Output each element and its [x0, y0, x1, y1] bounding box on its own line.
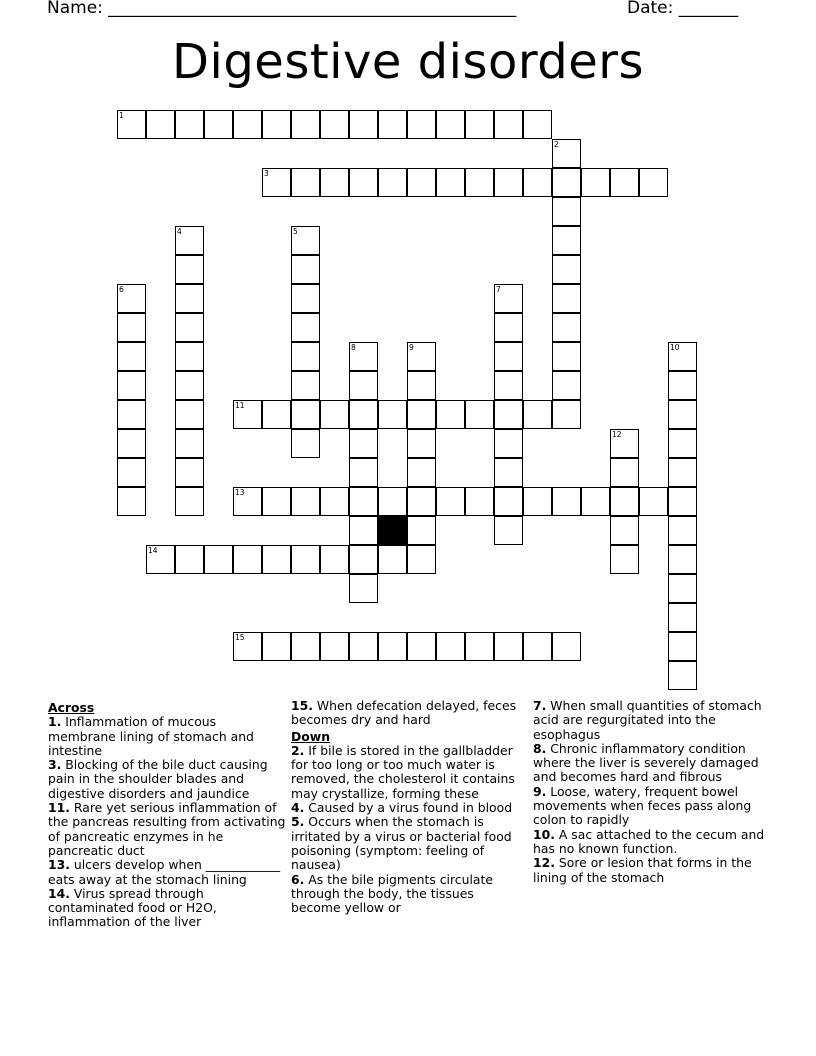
grid-cell[interactable]: [407, 429, 436, 458]
clues-column-1: [48, 699, 286, 930]
grid-cell[interactable]: [233, 545, 262, 574]
grid-cell[interactable]: [668, 458, 697, 487]
grid-cell[interactable]: [639, 168, 668, 197]
grid-cell[interactable]: [262, 400, 291, 429]
grid-cell[interactable]: [349, 168, 378, 197]
clue-text: As the bile pigments circulate through the body, the tissues become yellow or: [291, 871, 493, 916]
grid-cell[interactable]: [262, 632, 291, 661]
grid-cell[interactable]: [610, 168, 639, 197]
clue-number: 1.: [48, 714, 62, 730]
grid-cell[interactable]: [117, 342, 146, 371]
grid-cell[interactable]: [233, 487, 262, 516]
grid-cell[interactable]: [117, 110, 146, 139]
grid-cell[interactable]: [291, 168, 320, 197]
clue-item: [533, 742, 771, 785]
clue-item: [533, 856, 771, 885]
grid-cell[interactable]: [320, 400, 349, 429]
grid-cell[interactable]: [610, 545, 639, 574]
grid-cell[interactable]: [407, 458, 436, 487]
grid-cell[interactable]: [320, 545, 349, 574]
page-title: Digestive disorders: [172, 34, 644, 90]
grid-cell[interactable]: [552, 371, 581, 400]
clues-column-2: [291, 699, 527, 915]
clue-text: A sac attached to the cecum and has no known function.: [533, 826, 765, 856]
down-heading: Down: [291, 728, 331, 744]
black-cell: [378, 516, 407, 545]
grid-cell[interactable]: [552, 487, 581, 516]
clue-number: 15.: [291, 698, 313, 713]
grid-cell[interactable]: [204, 110, 233, 139]
grid-cell[interactable]: [494, 487, 523, 516]
grid-cell[interactable]: [175, 458, 204, 487]
clue-number: 5.: [291, 814, 305, 830]
clue-number: 2.: [291, 742, 305, 758]
cell-number: 9: [409, 343, 414, 352]
grid-cell[interactable]: [320, 632, 349, 661]
grid-cell[interactable]: [117, 371, 146, 400]
grid-cell[interactable]: [668, 400, 697, 429]
grid-cell[interactable]: [117, 313, 146, 342]
grid-cell[interactable]: [552, 284, 581, 313]
clue-number: 13.: [48, 857, 70, 873]
grid-cell[interactable]: [175, 226, 204, 255]
grid-cell[interactable]: [494, 429, 523, 458]
grid-cell[interactable]: [117, 284, 146, 313]
clue-text: Inflammation of mucous membrane lining of stomach and intestine: [48, 714, 254, 758]
grid-cell[interactable]: [349, 342, 378, 371]
clue-number: 6.: [291, 871, 305, 887]
grid-cell[interactable]: [320, 487, 349, 516]
grid-cell[interactable]: [262, 110, 291, 139]
clue-text: Occurs when the stomach is irritated by a virus or bacterial food poisoning (symptom: feeling of nausea): [291, 814, 512, 873]
grid-cell[interactable]: [378, 168, 407, 197]
grid-cell[interactable]: [523, 110, 552, 139]
grid-cell[interactable]: [523, 400, 552, 429]
grid-cell[interactable]: [610, 429, 639, 458]
grid-cell[interactable]: [291, 487, 320, 516]
clue-number: 4.: [291, 800, 305, 816]
grid-cell[interactable]: [465, 487, 494, 516]
cell-number: 15: [235, 633, 245, 642]
grid-cell[interactable]: [349, 632, 378, 661]
grid-cell[interactable]: [378, 110, 407, 139]
clue-number: 3.: [48, 757, 62, 773]
clue-text: ulcers develop when ____________ eats away at the stomach lining: [48, 857, 281, 887]
grid-cell[interactable]: [552, 313, 581, 342]
grid-cell[interactable]: [117, 487, 146, 516]
grid-cell[interactable]: [291, 284, 320, 313]
grid-cell[interactable]: [552, 197, 581, 226]
grid-cell[interactable]: [175, 371, 204, 400]
grid-cell[interactable]: [291, 110, 320, 139]
grid-cell[interactable]: [349, 429, 378, 458]
grid-cell[interactable]: [494, 110, 523, 139]
grid-cell[interactable]: [175, 400, 204, 429]
clue-item: [533, 828, 771, 857]
grid-cell[interactable]: [552, 226, 581, 255]
clue-item: [48, 887, 286, 930]
grid-cell[interactable]: [291, 400, 320, 429]
clue-number: 7.: [533, 698, 547, 713]
clue-text: When defecation delayed, feces becomes dry and hard: [291, 698, 517, 728]
cell-number: 4: [177, 227, 182, 236]
grid-cell[interactable]: [349, 487, 378, 516]
grid-cell[interactable]: [291, 429, 320, 458]
grid-cell[interactable]: [610, 458, 639, 487]
clue-item: [48, 801, 286, 858]
down-clue-list: [291, 744, 527, 916]
clue-text: Sore or lesion that forms in the lining of the stomach: [533, 855, 752, 885]
grid-cell[interactable]: [349, 574, 378, 603]
cell-number: 6: [119, 285, 124, 294]
across-clue-list-continued: [291, 699, 527, 728]
grid-cell[interactable]: [552, 255, 581, 284]
grid-cell[interactable]: [465, 400, 494, 429]
grid-cell[interactable]: [175, 284, 204, 313]
grid-cell[interactable]: [407, 371, 436, 400]
grid-cell[interactable]: [523, 168, 552, 197]
clue-text: Rare yet serious inflammation of the pancreas resulting from activating of pancreatic enzymes in he pancreatic duct: [48, 800, 286, 858]
grid-cell[interactable]: [523, 632, 552, 661]
grid-cell[interactable]: [291, 313, 320, 342]
grid-cell[interactable]: [320, 168, 349, 197]
grid-cell[interactable]: [117, 429, 146, 458]
grid-cell[interactable]: [581, 168, 610, 197]
grid-cell[interactable]: [117, 400, 146, 429]
grid-cell[interactable]: [436, 632, 465, 661]
grid-cell[interactable]: [175, 545, 204, 574]
grid-cell[interactable]: [494, 458, 523, 487]
grid-cell[interactable]: [436, 400, 465, 429]
cell-number: 5: [293, 227, 298, 236]
grid-cell[interactable]: [407, 516, 436, 545]
grid-cell[interactable]: [233, 110, 262, 139]
clues-column-3: [533, 699, 771, 885]
grid-cell[interactable]: [552, 400, 581, 429]
grid-cell[interactable]: [494, 284, 523, 313]
grid-cell[interactable]: [204, 545, 233, 574]
name-line: Name: ________________________________________________: [47, 0, 517, 18]
cell-number: 7: [496, 285, 501, 294]
grid-cell[interactable]: [349, 400, 378, 429]
grid-cell[interactable]: [668, 574, 697, 603]
grid-cell[interactable]: [291, 371, 320, 400]
grid-cell[interactable]: [494, 342, 523, 371]
clue-text: Blocking of the bile duct causing pain in the shoulder blades and digestive disorders and jaundice: [48, 757, 268, 801]
grid-cell[interactable]: [668, 429, 697, 458]
grid-cell[interactable]: [175, 342, 204, 371]
grid-cell[interactable]: [668, 487, 697, 516]
grid-cell[interactable]: [523, 487, 552, 516]
grid-cell[interactable]: [291, 632, 320, 661]
grid-cell[interactable]: [262, 545, 291, 574]
clue-text: Chronic inflammatory condition where the liver is severely damaged and becomes hard and fibrous: [533, 740, 759, 785]
grid-cell[interactable]: [639, 487, 668, 516]
clue-item: [533, 785, 771, 828]
down-clue-list-continued: [533, 699, 771, 885]
clue-number: 14.: [48, 885, 70, 901]
across-clue-list: [48, 715, 286, 929]
grid-cell[interactable]: [465, 632, 494, 661]
clue-text: When small quantities of stomach acid are regurgitated into the esophagus: [533, 698, 762, 742]
grid-cell[interactable]: [407, 110, 436, 139]
grid-cell[interactable]: [233, 632, 262, 661]
cell-number: 11: [235, 401, 245, 410]
grid-cell[interactable]: [494, 632, 523, 661]
grid-cell[interactable]: [610, 516, 639, 545]
grid-cell[interactable]: [175, 255, 204, 284]
grid-cell[interactable]: [349, 110, 378, 139]
cell-number: 1: [119, 111, 124, 120]
clue-text: If bile is stored in the gallbladder for too long or too much water is removed, the cholesterol it contains may crystallize, forming these: [291, 742, 515, 801]
grid-cell[interactable]: [291, 226, 320, 255]
grid-cell[interactable]: [668, 545, 697, 574]
clue-item: [291, 699, 527, 728]
clue-text: Virus spread through contaminated food or H2O, inflammation of the liver: [48, 885, 217, 930]
grid-cell[interactable]: [668, 661, 697, 690]
cell-number: 10: [670, 343, 680, 352]
grid-cell[interactable]: [117, 458, 146, 487]
clue-text: Loose, watery, frequent bowel movements when feces pass along colon to rapidly: [533, 783, 752, 828]
grid-cell[interactable]: [407, 545, 436, 574]
grid-cell[interactable]: [378, 632, 407, 661]
grid-cell[interactable]: [494, 313, 523, 342]
grid-cell[interactable]: [552, 632, 581, 661]
date-line: Date: _______: [627, 0, 739, 18]
clue-item: [48, 858, 286, 887]
clue-number: 10.: [533, 826, 555, 842]
clue-number: 9.: [533, 783, 547, 799]
clue-number: 11.: [48, 800, 70, 816]
across-heading: Across: [48, 700, 95, 715]
cell-number: 3: [264, 169, 269, 178]
clue-number: 12.: [533, 855, 555, 871]
grid-cell[interactable]: [668, 632, 697, 661]
cell-number: 13: [235, 488, 245, 497]
grid-cell[interactable]: [175, 313, 204, 342]
grid-cell[interactable]: [320, 110, 349, 139]
grid-cell[interactable]: [552, 342, 581, 371]
cell-number: 14: [148, 546, 158, 555]
grid-cell[interactable]: [146, 545, 175, 574]
grid-cell[interactable]: [349, 516, 378, 545]
grid-cell[interactable]: [407, 168, 436, 197]
grid-cell[interactable]: [378, 400, 407, 429]
grid-cell[interactable]: [291, 255, 320, 284]
grid-cell[interactable]: [581, 487, 610, 516]
grid-cell[interactable]: [407, 487, 436, 516]
grid-cell[interactable]: [436, 487, 465, 516]
grid-cell[interactable]: [175, 429, 204, 458]
cell-number: 8: [351, 343, 356, 352]
grid-cell[interactable]: [349, 371, 378, 400]
grid-cell[interactable]: [668, 603, 697, 632]
grid-cell[interactable]: [233, 400, 262, 429]
grid-cell[interactable]: [494, 168, 523, 197]
grid-cell[interactable]: [668, 371, 697, 400]
grid-cell[interactable]: [552, 168, 581, 197]
grid-cell[interactable]: [407, 400, 436, 429]
clue-text: Caused by a virus found in blood: [304, 800, 513, 816]
grid-cell[interactable]: [378, 487, 407, 516]
grid-cell[interactable]: [262, 487, 291, 516]
grid-cell[interactable]: [552, 139, 581, 168]
grid-cell[interactable]: [407, 632, 436, 661]
grid-cell[interactable]: [175, 487, 204, 516]
grid-cell[interactable]: [465, 110, 494, 139]
grid-cell[interactable]: [436, 110, 465, 139]
grid-cell[interactable]: [494, 516, 523, 545]
clue-item: [48, 758, 286, 801]
clue-item: [291, 801, 527, 815]
grid-cell[interactable]: [146, 110, 175, 139]
cell-number: 2: [554, 140, 559, 149]
grid-cell[interactable]: [378, 545, 407, 574]
grid-cell[interactable]: [668, 516, 697, 545]
clue-number: 8.: [533, 740, 547, 756]
grid-cell[interactable]: [291, 342, 320, 371]
clue-item: [533, 699, 771, 742]
grid-cell[interactable]: [407, 342, 436, 371]
clue-item: [291, 815, 527, 872]
grid-cell[interactable]: [494, 400, 523, 429]
grid-cell[interactable]: [436, 168, 465, 197]
grid-cell[interactable]: [668, 342, 697, 371]
grid-cell[interactable]: [349, 458, 378, 487]
grid-cell[interactable]: [262, 168, 291, 197]
grid-cell[interactable]: [465, 168, 494, 197]
grid-cell[interactable]: [610, 487, 639, 516]
clue-item: [291, 873, 527, 916]
grid-cell[interactable]: [494, 371, 523, 400]
grid-cell[interactable]: [175, 110, 204, 139]
grid-cell[interactable]: [349, 545, 378, 574]
grid-cell[interactable]: [291, 545, 320, 574]
clue-item: [291, 744, 527, 801]
clue-item: [48, 715, 286, 758]
cell-number: 12: [612, 430, 622, 439]
